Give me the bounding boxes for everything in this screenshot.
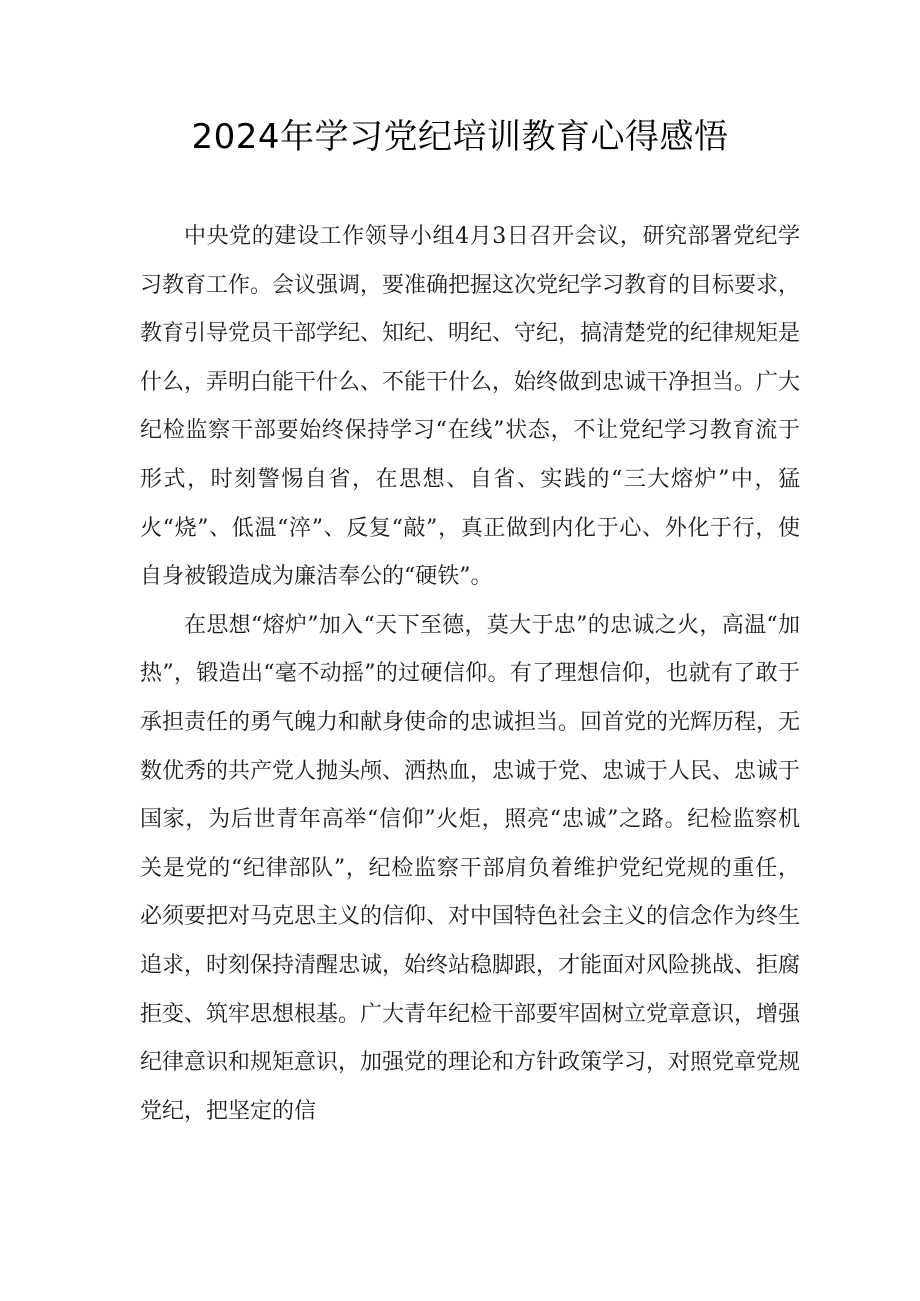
- paragraph-2: 在思想“熔炉”加入“天下至德，莫大于忠”的忠诚之火，高温“加热”，锻造出“毫不动摇”的过硬信仰。有了理想信仰，也就有了敢于承担责任的勇气魄力和献身使命的忠诚担当。回首党的光辉历程，无数优秀的共产党人抛头颅、洒热血，忠诚于党、忠诚于人民、忠诚于国家，为后世青年高举“信仰”火炬，照亮“忠诚”之路。纪检监察机关是党的“纪律部队”，纪检监察干部肩负着维护党纪党规的重任，必须要把对马克思主义的信仰、对中国特色社会主义的信念作为终生追求，时刻保持清醒忠诚，始终站稳脚跟，才能面对风险挑战、拒腐拒变、筑牢思想根基。广大青年纪检干部要牢固树立党章意识，增强纪律意识和规矩意识，加强党的理论和方针政策学习，对照党章党规党纪，把坚定的信: [140, 612, 801, 1124]
- document-title: 2024年学习党纪培训教育心得感悟: [191, 117, 729, 157]
- document-body: [140, 213, 800, 1136]
- paragraph-1: 中央党的建设工作领导小组4月3日召开会议，研究部署党纪学习教育工作。会议强调，要准确把握这次党纪学习教育的目标要求，教育引导党员干部学纪、知纪、明纪、守纪，搞清楚党的纪律规矩是什么，弄明白能干什么、不能干什么，始终做到忠诚干净担当。广大纪检监察干部要始终保持学习“在线”状态，不让党纪学习教育流于形式，时刻警惕自省，在思想、自省、实践的“三大熔炉”中，猛火“烧”、低温“淬”、反复“敲”，真正做到内化于心、外化于行，使自身被锻造成为廉洁奉公的“硬铁”。: [140, 224, 801, 590]
